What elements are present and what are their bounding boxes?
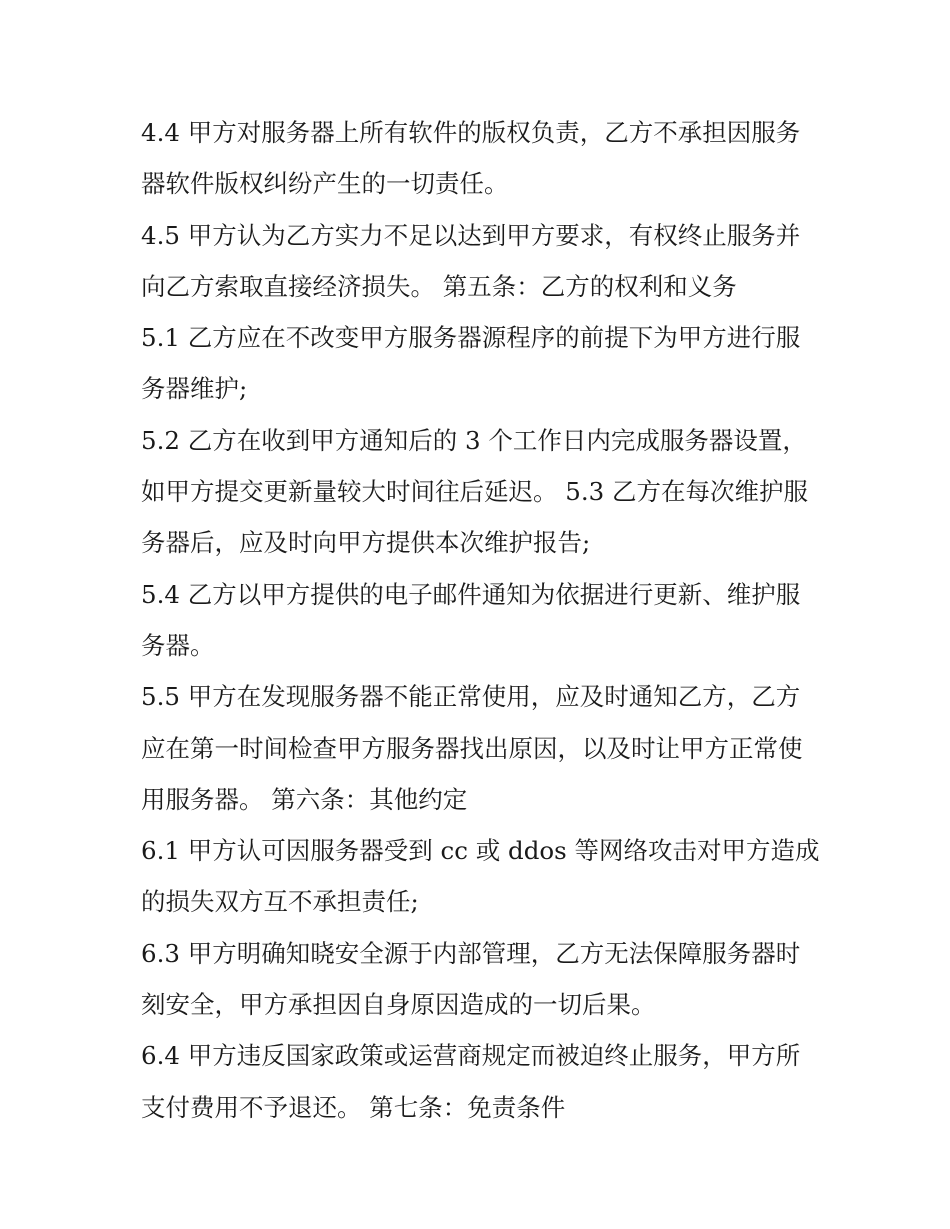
clause-6-4: 6.4 甲方违反国家政策或运营商规定而被迫终止服务，甲方所支付费用不予退还。 第七条：免责条件 bbox=[141, 1041, 801, 1122]
document-body bbox=[141, 107, 821, 1133]
clause-5-5: 5.5 甲方在发现服务器不能正常使用，应及时通知乙方，乙方应在第一时间检查甲方服务器找出原因，以及时让甲方正常使用服务器。 第六条：其他约定 bbox=[141, 682, 803, 814]
clause-4-4: 4.4 甲方对服务器上所有软件的版权负责，乙方不承担因服务器软件版权纠纷产生的一切责任。 bbox=[141, 118, 801, 199]
clause-5-4: 5.4 乙方以甲方提供的电子邮件通知为依据进行更新、维护服务器。 bbox=[141, 579, 801, 660]
clause-6-1: 6.1 甲方认可因服务器受到 cc 或 ddos 等网络攻击对甲方造成的损失双方互不承担责任; bbox=[141, 836, 820, 917]
clause-5-1: 5.1 乙方应在不改变甲方服务器源程序的前提下为甲方进行服务器维护; bbox=[141, 323, 801, 404]
clause-5-2: 5.2 乙方在收到甲方通知后的 3 个工作日内完成服务器设置，如甲方提交更新量较大时间往后延迟。 5.3 乙方在每次维护服务器后，应及时向甲方提供本次维护报告; bbox=[141, 425, 809, 558]
clause-6-3: 6.3 甲方明确知晓安全源于内部管理，乙方无法保障服务器时刻安全，甲方承担因自身原因造成的一切后果。 bbox=[141, 938, 801, 1020]
clause-4-5: 4.5 甲方认为乙方实力不足以达到甲方要求，有权终止服务并向乙方索取直接经济损失。 第五条：乙方的权利和义务 bbox=[141, 220, 801, 301]
